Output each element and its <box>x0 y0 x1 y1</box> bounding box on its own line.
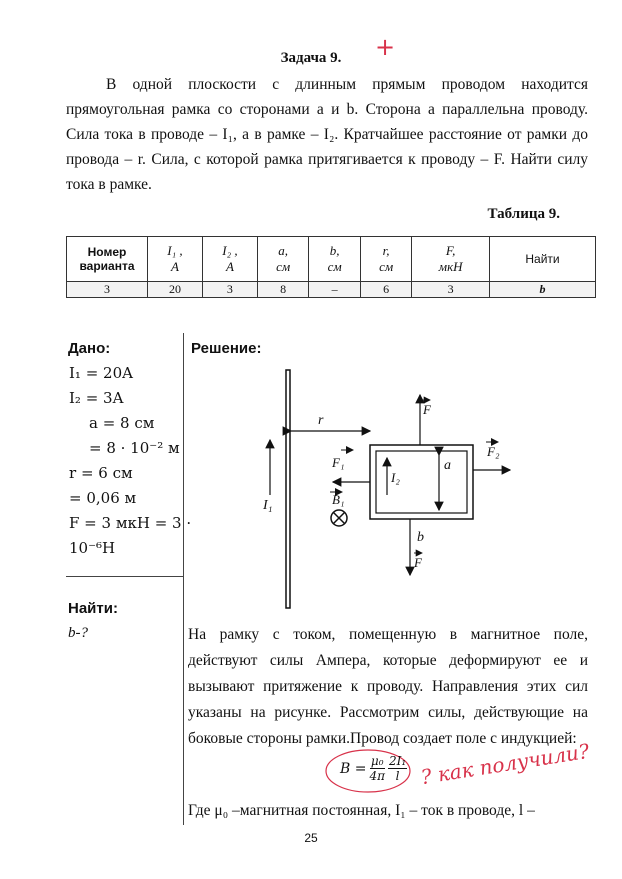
frame-inner <box>376 451 467 513</box>
given-line: F = 3 мкН = 3 · <box>69 514 192 532</box>
given-line: = 8 · 10⁻² м <box>89 439 180 457</box>
table-cell: 3 <box>412 282 490 298</box>
page-number: 25 <box>304 831 318 845</box>
label-b: b <box>417 530 424 545</box>
table-header-cell: r, см <box>360 237 411 282</box>
table-cell: 20 <box>148 282 203 298</box>
formula-den1: 4π <box>369 769 385 783</box>
wire <box>286 370 290 608</box>
label-f-bottom: F <box>414 555 422 570</box>
check-mark: + <box>375 33 396 61</box>
given-line: = 0,06 м <box>69 489 137 507</box>
table-header-cell: Номер варианта <box>67 237 148 282</box>
table-cell: – <box>309 282 360 298</box>
variant-table <box>66 236 596 298</box>
induction-formula <box>340 754 407 783</box>
problem-paragraph: В одной плоскости с длинным прямым проводом находится прямоугольная рамка со сторонами a и b. Сторона a параллельна проводу. Сила тока в проводе – I₁, а в рамке – I₂. Кратчайшее расстояние от рамки до провода – r. Сила, с которой рамка притягивается к проводу – F. Найти силу тока в рамке. <box>66 76 588 193</box>
physics-diagram <box>255 360 525 610</box>
problem-text <box>66 72 588 197</box>
table-cell: 3 <box>67 282 148 298</box>
label-r: r <box>318 413 324 428</box>
given-line: I₂ = 3A <box>69 389 124 407</box>
where-line: Где μ₀ –магнитная постоянная, I₁ – ток в проводе, l – <box>188 802 535 819</box>
given-line: a = 8 см <box>89 414 155 432</box>
label-a: a <box>444 458 451 473</box>
formula-lhs: B = <box>340 760 367 777</box>
solution-paragraph: На рамку с током, помещенную в магнитное поле, действуют силы Ампера, которые деформируют ее и вызывают притяжение к проводу. Направления этих сил указаны на рисунке. Рассмотрим силы, действующие на боковые стороны рамки.Провод создает поле с индукцией: <box>188 626 588 747</box>
find-value: b-? <box>68 625 88 641</box>
table-header-cell: I₂ , A <box>202 237 257 282</box>
given-line: 10⁻⁶H <box>69 539 116 557</box>
table-header-row <box>67 237 596 282</box>
formula-den2: l <box>395 769 400 783</box>
handwritten-note: ? как получили? <box>419 738 592 790</box>
table-header-cell: Найти <box>490 237 596 282</box>
table-header-cell: I₁ , A <box>148 237 203 282</box>
label-f2: F₂ <box>487 444 500 459</box>
given-list <box>69 361 191 561</box>
label-f1: F₁ <box>332 455 345 470</box>
table-header-cell: b, см <box>309 237 360 282</box>
find-heading: Найти: <box>68 600 118 617</box>
table-row <box>67 282 596 298</box>
given-line: I₁ = 20A <box>69 364 133 382</box>
given-divider <box>66 576 184 577</box>
table-cell: 8 <box>257 282 308 298</box>
frame-outer <box>370 445 473 519</box>
given-heading: Дано: <box>68 340 111 357</box>
formula-num2: 2I₁ <box>389 754 407 768</box>
table-header-cell: a, см <box>257 237 308 282</box>
formula-num1: μ₀ <box>370 754 384 768</box>
task-title: Задача 9. <box>280 50 342 66</box>
solution-heading: Решение: <box>191 340 262 357</box>
label-i2: I₂ <box>391 470 400 485</box>
table-cell: b <box>490 282 596 298</box>
table-caption: Таблица 9. <box>487 206 560 222</box>
label-f-top: F <box>423 402 431 417</box>
given-line: r = 6 см <box>69 464 133 482</box>
table-cell: 6 <box>360 282 411 298</box>
label-i1: I₁ <box>263 498 273 513</box>
table-header-cell: F, мкН <box>412 237 490 282</box>
label-b1: B₁ <box>332 492 345 507</box>
table-cell: 3 <box>202 282 257 298</box>
